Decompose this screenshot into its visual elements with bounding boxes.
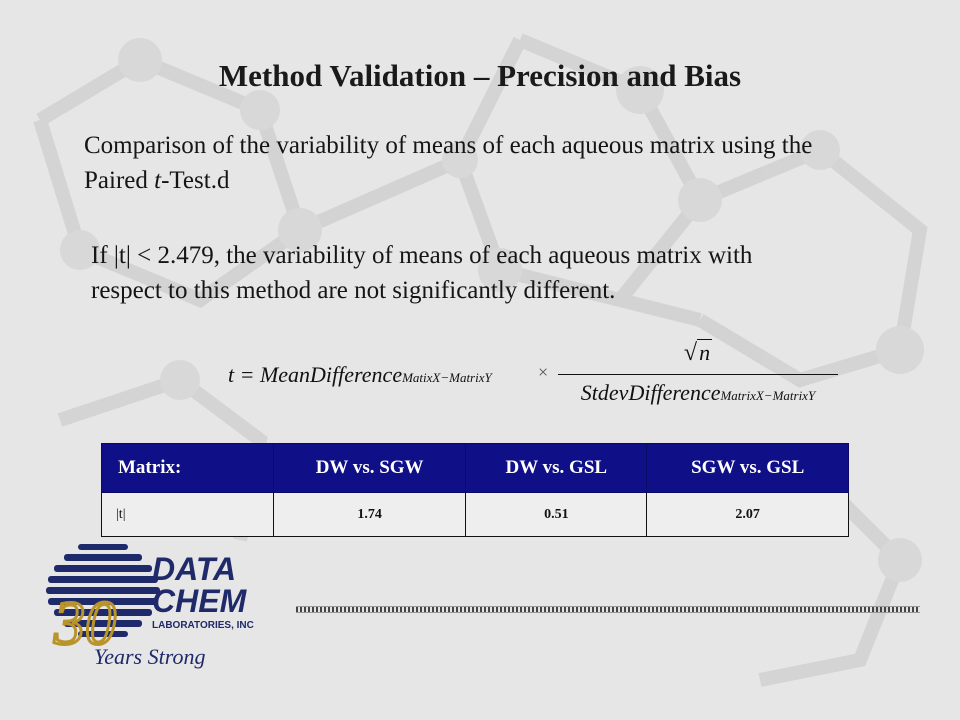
header-matrix: Matrix: (102, 444, 274, 493)
equation-lhs-text: t = MeanDifference (228, 362, 403, 387)
sqrt-symbol: √ (683, 340, 698, 366)
slide-title: Method Validation – Precision and Bias (218, 58, 742, 93)
header-sgw-vs-gsl: SGW vs. GSL (647, 444, 849, 493)
value-dw-vs-gsl: 0.51 (466, 493, 647, 537)
equation-lhs-subscript: MatixX−MatrixY (402, 370, 492, 385)
equation-numerator (558, 340, 838, 367)
logo-30: 30 (54, 590, 116, 658)
header-dw-vs-sgw: DW vs. SGW (274, 444, 466, 493)
comparison-text: Comparison of the variability of means of each aqueous matrix using the Paired (84, 132, 813, 194)
row-label-abs-t: |t| (102, 493, 274, 537)
t-italic: t (154, 167, 162, 194)
logo-chem: CHEM (152, 583, 247, 619)
logo-data: DATA (152, 551, 237, 587)
denominator-text: StdevDifference (580, 380, 721, 405)
denominator-subscript: MatrixX−MatrixY (720, 388, 816, 403)
datachem-logo (40, 540, 300, 670)
equation-denominator (558, 380, 838, 406)
equation-lhs (228, 362, 492, 388)
value-sgw-vs-gsl: 2.07 (647, 493, 849, 537)
t-statistic-equation (228, 340, 843, 412)
fraction-bar (558, 374, 838, 375)
threshold-paragraph: If |t| < 2.479, the variability of means of each aqueous matrix with respect to this method are not significantly different. (91, 242, 753, 304)
table-row (102, 493, 849, 537)
t-test-results-table (101, 443, 849, 537)
dotted-divider (296, 606, 920, 613)
header-dw-vs-gsl: DW vs. GSL (466, 444, 647, 493)
logo-tagline: Years Strong (94, 644, 206, 669)
table-header-row (102, 444, 849, 493)
numerator-n: n (699, 340, 711, 365)
comparison-text-end: -Test.d (161, 167, 230, 194)
comparison-paragraph (84, 128, 844, 198)
value-dw-vs-sgw: 1.74 (274, 493, 466, 537)
multiply-sign: × (538, 362, 549, 382)
logo-laboratories: LABORATORIES, INC (152, 620, 254, 631)
